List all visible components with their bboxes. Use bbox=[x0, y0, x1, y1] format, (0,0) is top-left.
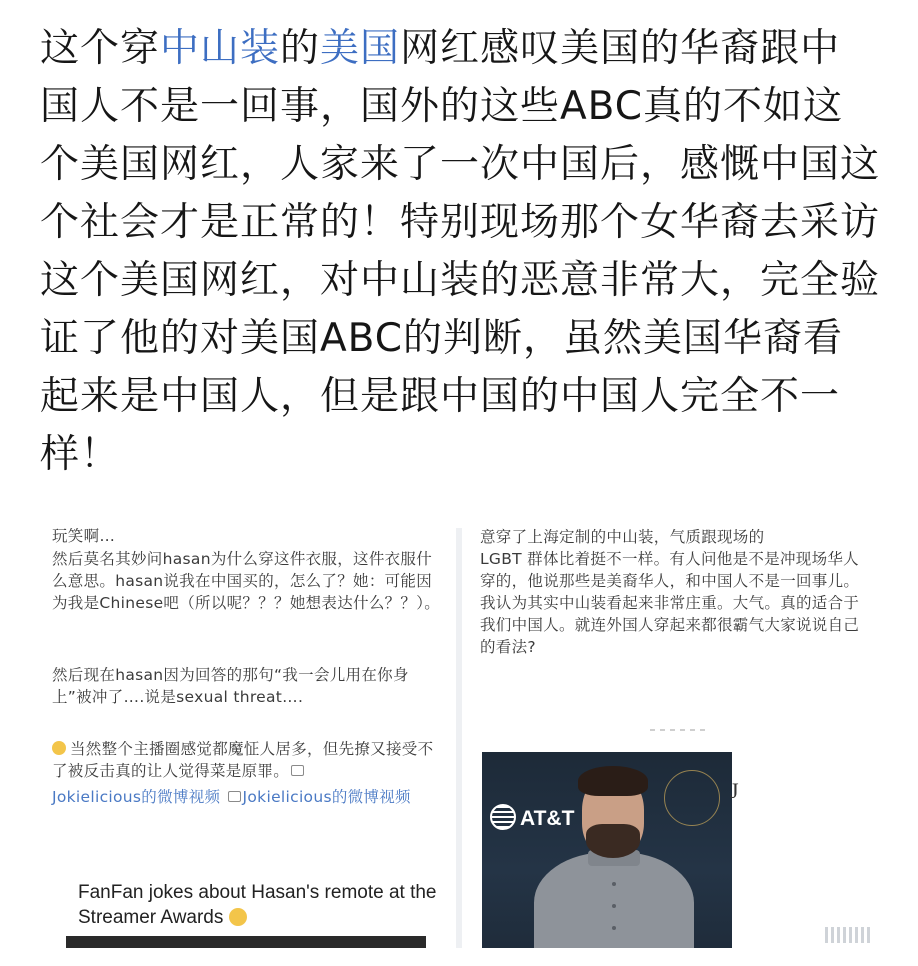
post-text-seg: 网红感叹美国的华裔跟中国人不是一回事，国外的这些ABC真的不如这个美国网红，人家来了一次中国后，感慨中国这个社会才是正常的！特别现场那个女华裔去采访这个美国网红，对中山装的恶意非常大，完全验证了他的对美国ABC的判断，虽然美国华裔看起来是中国人，但是跟中国的中国人完全不一样！ bbox=[40, 26, 881, 477]
left-screenshot-image[interactable] bbox=[38, 528, 456, 948]
att-logo bbox=[490, 804, 574, 831]
post-body-text bbox=[40, 20, 880, 484]
post-text-seg: 的 bbox=[280, 26, 321, 71]
right-paragraph-1: LGBT 群体比着挺不一样。有人问他是不是冲现场华人穿的，他说那些是美裔华人，和中国人不是一回事儿。 bbox=[480, 550, 860, 590]
video-link-2[interactable]: Jokielicious的微博视频 bbox=[242, 788, 411, 806]
person-beard bbox=[586, 824, 640, 858]
video-caption bbox=[78, 880, 438, 930]
right-text-block bbox=[480, 528, 870, 658]
post-text-seg: 这个穿 bbox=[40, 26, 161, 71]
topic-link-usa[interactable]: 美国 bbox=[320, 26, 401, 71]
video-icon bbox=[228, 791, 241, 802]
right-top-line: 意穿了上海定制的中山装，气质跟现场的 bbox=[480, 528, 765, 546]
video-links bbox=[52, 786, 447, 808]
separator-dots bbox=[650, 729, 705, 731]
streamer-awards-logo-icon bbox=[664, 770, 720, 826]
sweat-smile-emoji-icon bbox=[52, 741, 66, 755]
left-paragraph-1: 然后莫名其妙问hasan为什么穿这件衣服，这件衣服什么意思。hasan说我在中国买的，怎么了？她：可能因为我是Chinese吧（所以呢？？？她想表达什么？？）。 bbox=[52, 550, 441, 612]
red-carpet-photo[interactable] bbox=[482, 752, 732, 948]
video-link-1[interactable]: Jokielicious的微博视频 bbox=[52, 788, 221, 806]
att-logo-text: AT&T bbox=[520, 807, 575, 830]
video-caption-text: FanFan jokes about Hasan's remote at the Streamer Awards bbox=[78, 882, 437, 928]
person-hair bbox=[578, 766, 648, 796]
suit-button bbox=[612, 904, 616, 908]
video-icon bbox=[291, 765, 304, 776]
left-paragraph-2: 然后现在hasan因为回答的那句“我一会儿用在你身上”被冲了….说是sexual threat…. bbox=[52, 666, 409, 706]
left-paragraph-3-text: 当然整个主播圈感觉都魔怔人居多，但先撩又接受不了被反击真的让人觉得菜是原罪。 bbox=[52, 740, 434, 780]
watermark-icon bbox=[825, 926, 870, 944]
att-globe-icon bbox=[490, 804, 516, 830]
suit-button bbox=[612, 926, 616, 930]
photo-side-text: J bbox=[730, 778, 739, 803]
left-paragraph-3 bbox=[52, 738, 446, 782]
crying-emoji-icon bbox=[229, 908, 247, 926]
topic-link-zhongshan-suit[interactable]: 中山装 bbox=[160, 26, 281, 71]
video-thumbnail[interactable] bbox=[66, 936, 426, 948]
left-top-line: 玩笑啊… bbox=[52, 528, 116, 545]
suit-button bbox=[612, 882, 616, 886]
right-screenshot-image[interactable] bbox=[462, 528, 878, 948]
person-suit bbox=[534, 852, 694, 948]
right-paragraph-2: 我认为其实中山装看起来非常庄重。大气。真的适合于我们中国人。就连外国人穿起来都很霸气大家说说自己的看法? bbox=[480, 594, 860, 656]
